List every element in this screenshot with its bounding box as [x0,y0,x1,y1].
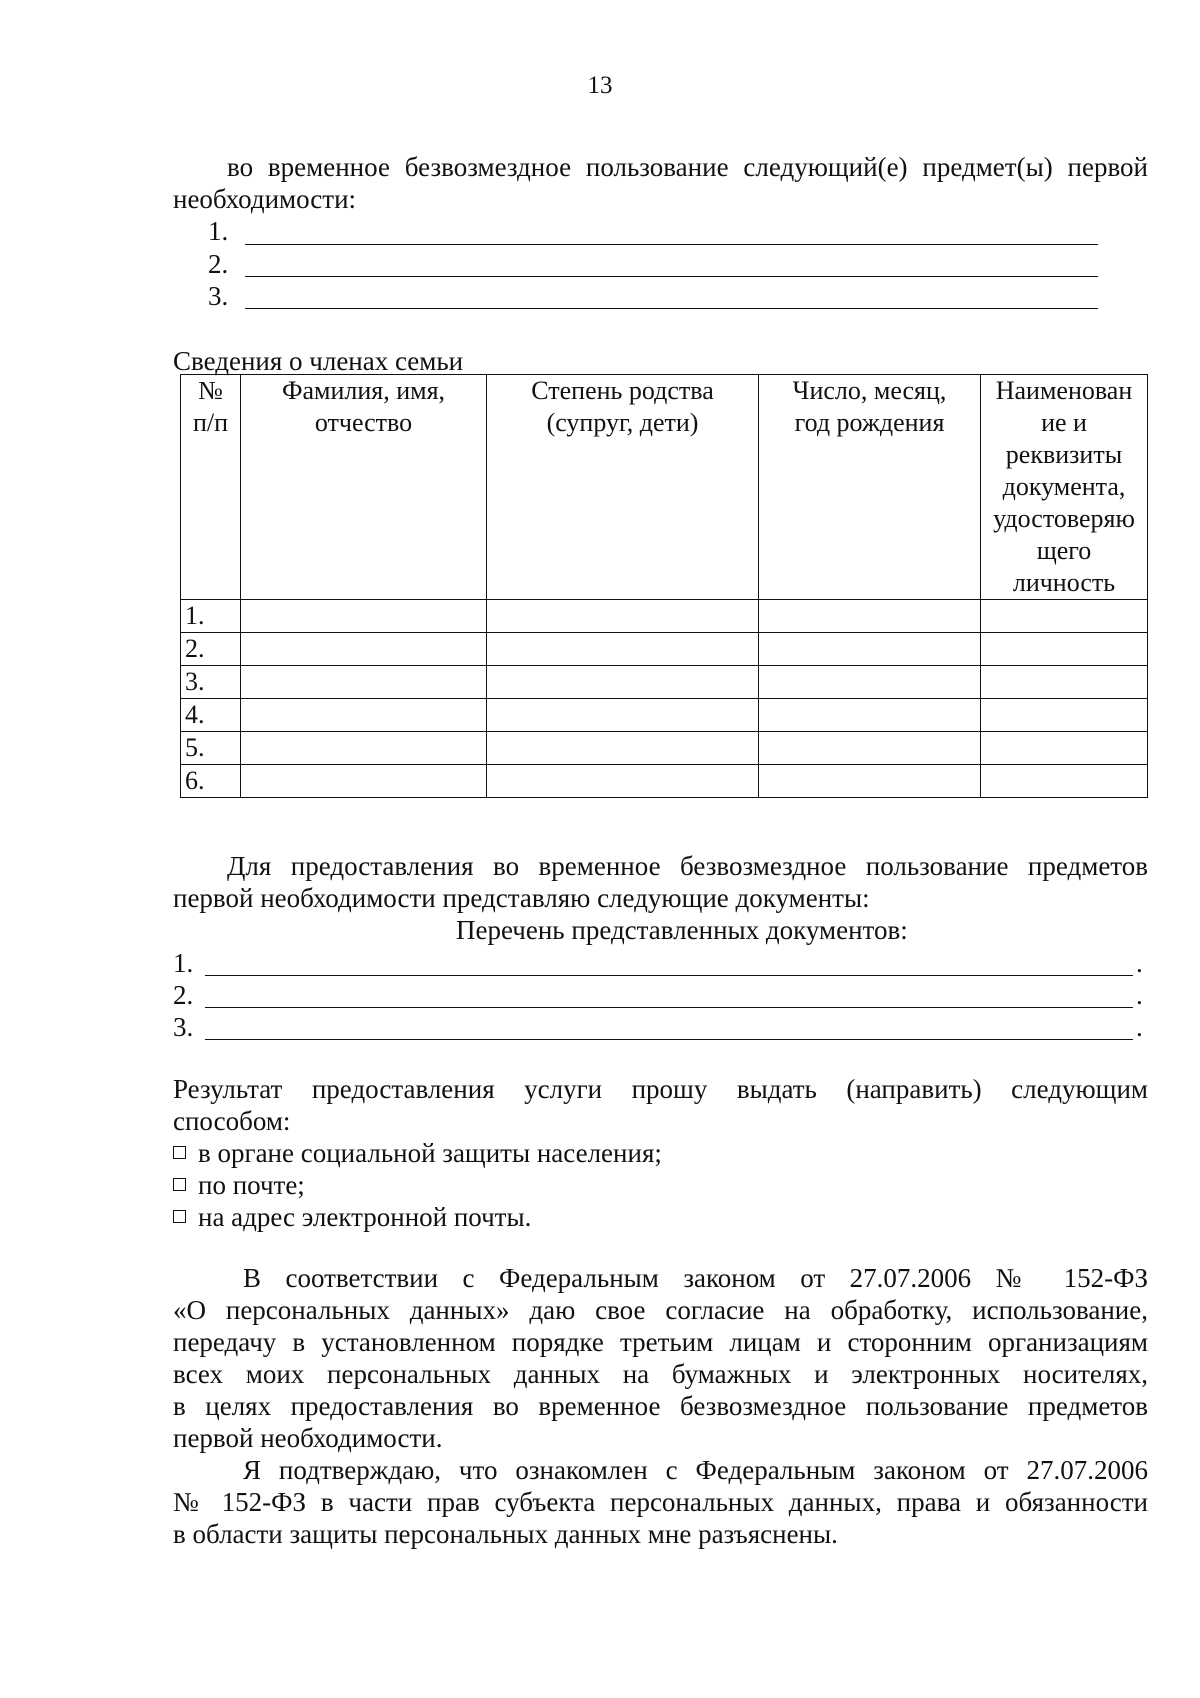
intro-item-2-blank-line[interactable] [245,276,1098,277]
document-item-2-blank-line[interactable] [205,1007,1133,1008]
document-item-number: 1. [173,948,194,978]
birth-date-cell[interactable] [759,633,981,666]
intro-line-1: во временное безвозмездное пользование следующий(е) предмет(ы) первой [227,152,1148,182]
row-number: 3. [181,666,241,699]
document-item-1-blank-line[interactable] [205,975,1133,976]
birth-date-cell[interactable] [759,666,981,699]
name-cell[interactable] [241,732,487,765]
header-full-name: Фамилия, имя, отчество [241,375,487,600]
document-cell[interactable] [981,633,1148,666]
document-cell[interactable] [981,666,1148,699]
header-relationship: Степень родства (супруг, дети) [487,375,759,600]
relationship-cell[interactable] [487,732,759,765]
document-cell[interactable] [981,600,1148,633]
relationship-cell[interactable] [487,765,759,798]
documents-list-title: Перечень представленных документов: [456,915,908,945]
name-cell[interactable] [241,633,487,666]
confirmation-line: Я подтверждаю, что ознакомлен с Федеральным законом от 27.07.2006 [243,1455,1148,1485]
intro-item-3-blank-line[interactable] [245,308,1098,309]
documents-paragraph-line-1: Для предоставления во временное безвозмездное пользование предметов [227,851,1148,881]
table-row [181,765,1148,798]
intro-item-number: 3. [208,281,229,311]
document-cell[interactable] [981,765,1148,798]
delivery-option-post[interactable]: по почте; [173,1170,305,1200]
document-cell[interactable] [981,699,1148,732]
row-number: 2. [181,633,241,666]
table-row [181,699,1148,732]
name-cell[interactable] [241,765,487,798]
table-row [181,666,1148,699]
document-item-end-mark: . [1136,948,1143,978]
table-row [181,633,1148,666]
document-item-3-blank-line[interactable] [205,1039,1133,1040]
consent-line: передачу в установленном порядке третьим лицам и сторонним организациям [173,1327,1148,1357]
row-number: 5. [181,732,241,765]
document-cell[interactable] [981,732,1148,765]
confirmation-line: № 152-ФЗ в части прав субъекта персональных данных, права и обязанности [173,1487,1148,1517]
relationship-cell[interactable] [487,699,759,732]
header-birth-date: Число, месяц, год рождения [759,375,981,600]
name-cell[interactable] [241,699,487,732]
delivery-option-social-protection[interactable]: в органе социальной защиты населения; [173,1138,662,1168]
table-header-row [181,375,1148,600]
row-number: 6. [181,765,241,798]
intro-line-2: необходимости: [173,184,357,214]
consent-line: всех моих персональных данных на бумажных и электронных носителях, [173,1359,1148,1389]
relationship-cell[interactable] [487,666,759,699]
relationship-cell[interactable] [487,600,759,633]
intro-item-number: 2. [208,249,229,279]
consent-line: в целях предоставления во временное безвозмездное пользование предметов [173,1391,1148,1421]
table-row [181,732,1148,765]
document-item-end-mark: . [1136,1012,1143,1042]
row-number: 1. [181,600,241,633]
birth-date-cell[interactable] [759,732,981,765]
checkbox-icon[interactable] [173,1210,186,1223]
result-line-1: Результат предоставления услуги прошу выдать (направить) следующим [173,1074,1148,1104]
intro-item-number: 1. [208,216,229,246]
checkbox-icon[interactable] [173,1146,186,1159]
documents-paragraph-line-2: первой необходимости представляю следующие документы: [173,883,870,913]
document-item-number: 2. [173,980,194,1010]
table-row [181,600,1148,633]
family-members-table [180,374,1148,798]
intro-item-1-blank-line[interactable] [245,244,1098,245]
family-table-caption: Сведения о членах семьи [173,346,464,376]
header-number: № п/п [181,375,241,600]
consent-line: первой необходимости. [173,1423,443,1453]
checkbox-icon[interactable] [173,1178,186,1191]
confirmation-line: в области защиты персональных данных мне разъяснены. [173,1519,838,1549]
consent-line: В соответствии с Федеральным законом от 27.07.2006 № 152-ФЗ [243,1263,1148,1293]
birth-date-cell[interactable] [759,600,981,633]
header-identity-document: Наименован ие и реквизиты документа, удостоверяю щего личность [981,375,1148,600]
row-number: 4. [181,699,241,732]
consent-line: «О персональных данных» даю свое согласие на обработку, использование, [173,1295,1148,1325]
birth-date-cell[interactable] [759,699,981,732]
relationship-cell[interactable] [487,633,759,666]
page-number: 13 [587,72,613,99]
document-item-number: 3. [173,1012,194,1042]
delivery-option-email[interactable]: на адрес электронной почты. [173,1202,531,1232]
name-cell[interactable] [241,666,487,699]
result-line-2: способом: [173,1106,291,1136]
birth-date-cell[interactable] [759,765,981,798]
name-cell[interactable] [241,600,487,633]
document-item-end-mark: . [1136,980,1143,1010]
